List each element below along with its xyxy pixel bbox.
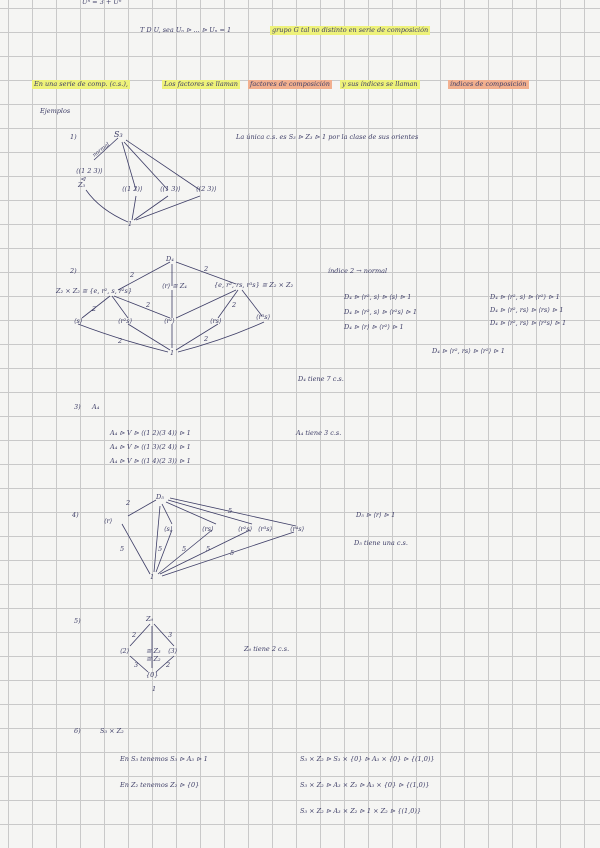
klein-1-node: Z₂ × Z₂ ≅ {e, r², s, r²s}	[56, 287, 133, 295]
theorem-statement: T D U, sea Uₙ ⊳ ... ⊳ Uₙ = 1	[140, 26, 232, 34]
d4-series-2: D₄ ⊳ ⟨r², s⟩ ⊳ ⟨r²s⟩ ⊳ 1	[344, 308, 418, 316]
example-6-number: 6)	[74, 727, 81, 735]
example-5-number: 5)	[74, 617, 81, 625]
z6-node: Z₆	[146, 615, 154, 623]
subgroup-123-z3: Z₃	[78, 181, 86, 189]
d4-total: D₄ tiene 7 c.s.	[298, 375, 344, 383]
subgroup-r2-node: ⟨r²⟩	[164, 317, 175, 325]
d5-node: D₅	[156, 493, 164, 501]
a4-series-3: A₄ ⊳ V ⊳ ⟨(1 4)(2 3)⟩ ⊳ 1	[110, 457, 191, 465]
subgroup-r3s-node: ⟨r³s⟩	[256, 313, 271, 321]
edge-index-label: 2	[132, 631, 137, 639]
edge-index-label: 5	[228, 507, 233, 515]
definition-part-4: y sus índices se llaman	[342, 80, 418, 88]
d4-series-7: D₄ ⊳ ⟨r², rs⟩ ⊳ ⟨r²⟩ ⊳ 1	[432, 347, 505, 355]
subgroup-123-node: ⟨(1 2 3)⟩	[76, 167, 103, 175]
subgroup-r3s-node: ⟨r³s⟩	[258, 525, 273, 533]
a4-label: A₄	[92, 403, 100, 411]
trivial-node: 1	[150, 573, 155, 581]
edge	[162, 532, 294, 576]
d5-series: D₅ ⊳ ⟨r⟩ ⊳ 1	[356, 511, 396, 519]
edge	[122, 142, 136, 190]
z2-series: En Z₂ tenemos Z₂ ⊳ {0}	[120, 781, 200, 789]
trivial-node: 1	[170, 349, 175, 357]
edge	[176, 324, 218, 350]
edge	[86, 190, 128, 222]
example-6-title: S₃ × Z₂	[100, 727, 124, 735]
edge-index-label: 2	[204, 265, 209, 273]
edge	[166, 502, 216, 524]
subgroup-rs-node: ⟨rs⟩	[210, 317, 222, 325]
d4-series-1: D₄ ⊳ ⟨r², s⟩ ⊳ ⟨s⟩ ⊳ 1	[344, 293, 412, 301]
example-3-number: 3)	[74, 403, 81, 411]
d4-series-4: D₄ ⊳ ⟨r², s⟩ ⊳ ⟨r²⟩ ⊳ 1	[490, 293, 560, 301]
subgroup-rs-node: ⟨rs⟩	[202, 525, 214, 533]
example-4-number: 4)	[72, 511, 79, 519]
subgroup-r2s-node: ⟨r²s⟩	[118, 317, 133, 325]
edge-index-label: 5	[158, 545, 163, 553]
d5-total: D₅ tiene una c.s.	[354, 539, 408, 547]
edge-index-label: 2	[204, 335, 209, 343]
lattice-d5	[122, 498, 296, 576]
edge	[162, 504, 172, 524]
subgroup-23-node: ⟨(2 3)⟩	[196, 185, 217, 193]
d4-series-5: D₄ ⊳ ⟨r², rs⟩ ⊳ ⟨rs⟩ ⊳ 1	[490, 306, 564, 314]
edge-index-label: 2	[118, 337, 123, 345]
klein-2-node: {e, r², rs, r³s} ≅ Z₂ × Z₂	[214, 281, 294, 289]
d4-series-3: D₄ ⊳ ⟨r⟩ ⊳ ⟨r²⟩ ⊳ 1	[344, 323, 404, 331]
a4-series-1: A₄ ⊳ V ⊳ ⟨(1 2)(3 4)⟩ ⊳ 1	[110, 429, 191, 437]
edge	[176, 290, 236, 318]
edge-index-label: 5	[206, 545, 211, 553]
edge	[78, 324, 168, 352]
edge	[114, 296, 170, 318]
subgroup-s-node: ⟨s⟩	[164, 525, 173, 533]
edge-index-label: 3	[168, 631, 173, 639]
definition-term-indices: índices de composición	[450, 80, 527, 88]
rotation-node: ⟨r⟩	[104, 517, 113, 525]
edge	[168, 500, 252, 524]
example-1-number: 1)	[70, 133, 77, 141]
subgroup-2-node: ⟨2⟩	[120, 647, 130, 655]
d4-node: D₄	[166, 255, 174, 263]
edge-index-label: 5	[230, 549, 235, 557]
s3-node: S₃	[114, 130, 123, 139]
edge-index-label: 2	[166, 661, 171, 669]
edge	[134, 196, 168, 220]
s3-series: En S₃ tenemos S₃ ⊳ A₃ ⊳ 1	[120, 755, 208, 763]
subgroup-3-node: ⟨3⟩	[168, 647, 178, 655]
edge-index-label: 5	[182, 545, 187, 553]
product-series-3: S₃ × Z₂ ⊳ A₃ × Z₂ ⊳ 1 × Z₂ ⊳ {(1,0)}	[300, 807, 422, 815]
trivial-node-label: 1	[152, 685, 157, 693]
edge	[154, 506, 163, 572]
subgroup-12-node: ⟨(1 2)⟩	[122, 185, 143, 193]
edge-index-label: 2	[146, 301, 151, 309]
edge	[128, 324, 170, 350]
subgroup-13-node: ⟨(1 3)⟩	[160, 185, 181, 193]
subgroup-123-normal: ⊲	[80, 175, 86, 183]
normal-label: normal	[91, 141, 112, 159]
edge	[124, 142, 168, 190]
edge	[132, 196, 136, 220]
subgroup-3-iso: ≅ Z₂	[146, 655, 161, 663]
edge	[128, 500, 156, 516]
edge	[178, 322, 264, 352]
rotation-node: ⟨r⟩ ≅ Z₄	[162, 282, 187, 290]
edge	[160, 530, 250, 574]
index-note: índice 2 → normal	[328, 267, 388, 275]
a4-series-2: A₄ ⊳ V ⊳ ⟨(1 3)(2 4)⟩ ⊳ 1	[110, 443, 191, 451]
edge-index-label: 2	[130, 271, 135, 279]
definition-term-factors: factores de composición	[250, 80, 330, 88]
definition-part-2: Los factores se llaman	[164, 80, 238, 88]
edge	[112, 296, 128, 318]
edge	[126, 140, 200, 190]
subgroup-r4s-node: ⟨r⁴s⟩	[290, 525, 305, 533]
product-series-1: S₃ × Z₂ ⊳ S₃ × {0} ⊳ A₃ × {0} ⊳ {(1,0)}	[300, 755, 435, 763]
edge-index-label: 2	[232, 301, 237, 309]
trivial-node: {0}	[146, 671, 159, 679]
edge-index-label: 5	[120, 545, 125, 553]
edge	[136, 196, 200, 220]
edge-index-label: 2	[92, 305, 97, 313]
example-2-number: 2)	[70, 267, 77, 275]
edge-index-label: 2	[126, 499, 131, 507]
top-fragment: Uⁿ = 3 + Uⁿ	[82, 0, 122, 6]
product-series-2: S₃ × Z₂ ⊳ A₃ × Z₂ ⊳ A₃ × {0} ⊳ {(1,0)}	[300, 781, 430, 789]
subgroup-2-iso: ≅ Z₃	[146, 647, 161, 655]
example-1-note: La única c.s. es S₃ ⊳ Z₃ ⊳ 1 por la clase de sus orientes	[236, 133, 419, 141]
definition-part-1: En una serie de comp. (c.s.),	[34, 80, 128, 88]
d4-series-6: D₄ ⊳ ⟨r², rs⟩ ⊳ ⟨r³s⟩ ⊳ 1	[490, 319, 567, 327]
subgroup-s-node: ⟨s⟩	[74, 317, 83, 325]
examples-heading: Ejemplos	[40, 107, 71, 115]
theorem-highlight: grupo G tal no distinto en serie de composición	[272, 26, 429, 34]
edge	[122, 524, 150, 574]
a4-total: A₄ tiene 3 c.s.	[296, 429, 342, 437]
trivial-node: 1	[128, 220, 133, 228]
z6-total: Z₆ tiene 2 c.s.	[244, 645, 290, 653]
subgroup-r2s-node: ⟨r²s⟩	[238, 525, 253, 533]
edge-index-label: 3	[134, 661, 139, 669]
